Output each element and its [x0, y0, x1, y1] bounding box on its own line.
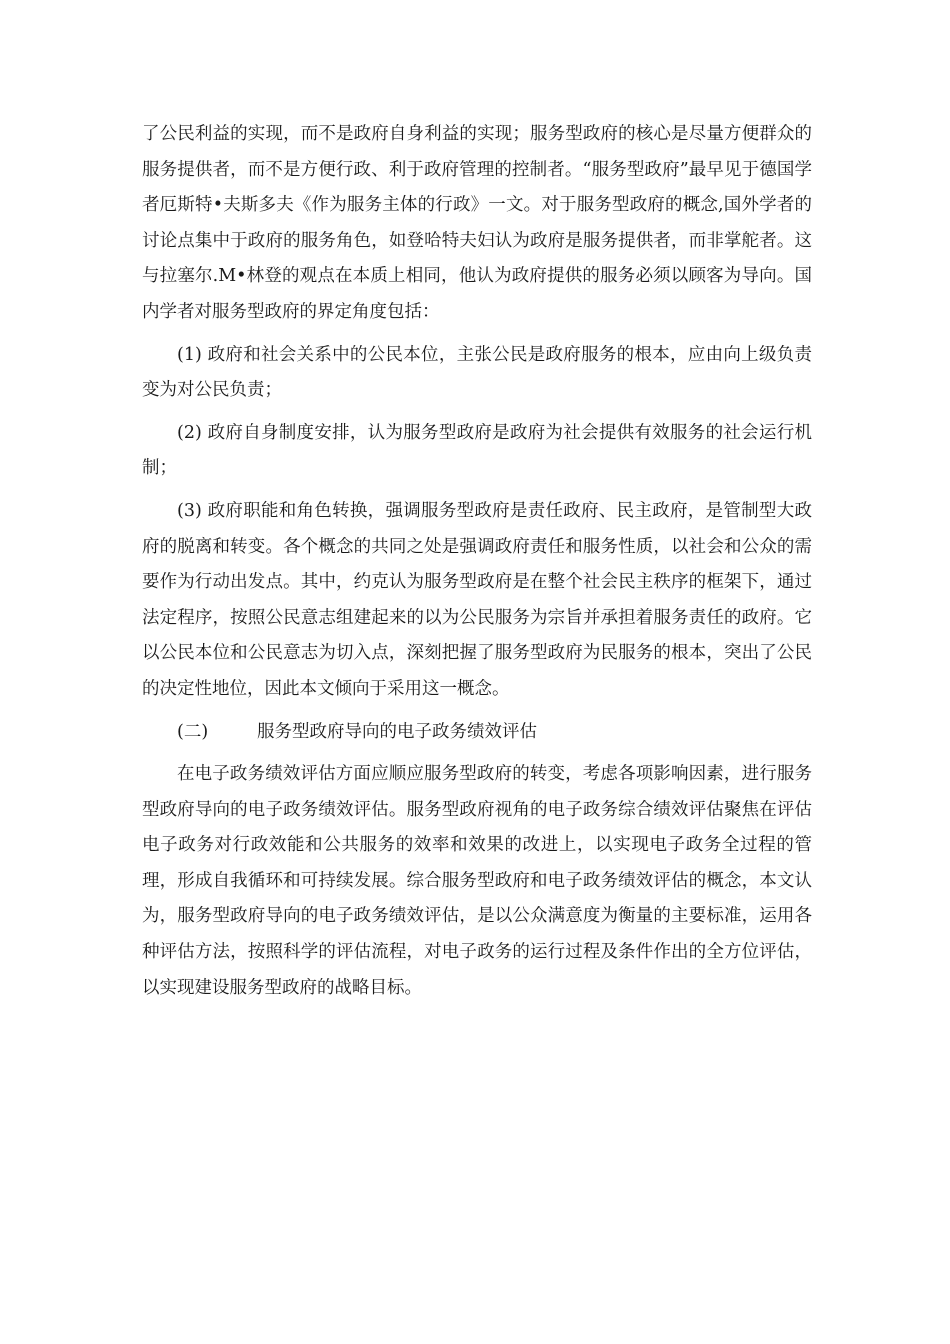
document-body: [142, 117, 812, 1013]
paragraph-continuation: 了公民利益的实现，而不是政府自身利益的实现；服务型政府的核心是尽量方便群众的服务提供者，而不是方便行政、利于政府管理的控制者。“服务型政府”最早见于德国学者厄斯特•夫斯多夫《作为服务主体的行政》一文。对于服务型政府的概念,国外学者的讨论点集中于政府的服务角色，如登哈特夫妇认为政府是服务提供者，而非掌舵者。这与拉塞尔.M•林登的观点在本质上相同，他认为政府提供的服务必须以顾客为导向。国内学者对服务型政府的界定角度包括：: [142, 124, 812, 322]
paragraph-closing: 在电子政务绩效评估方面应顺应服务型政府的转变，考虑各项影响因素，进行服务型政府导向的电子政务绩效评估。服务型政府视角的电子政务综合绩效评估聚焦在评估电子政务对行政效能和公共服务的效率和效果的改进上，以实现电子政务全过程的管理，形成自我循环和可持续发展。综合服务型政府和电子政务绩效评估的概念，本文认为，服务型政府导向的电子政务绩效评估，是以公众满意度为衡量的主要标准，运用各种评估方法，按照科学的评估流程，对电子政务的运行过程及条件作出的全方位评估，以实现建设服务型政府的战略目标。: [142, 764, 812, 998]
list-item-3: (3) 政府职能和角色转换，强调服务型政府是责任政府、民主政府，是管制型大政府的脱离和转变。各个概念的共同之处是强调政府责任和服务性质，以社会和公众的需要作为行动出发点。其中，约克认为服务型政府是在整个社会民主秩序的框架下，通过法定程序，按照公民意志组建起来的以为公民服务为宗旨并承担着服务责任的政府。它以公民本位和公民意志为切入点，深刻把握了服务型政府为民服务的根本，突出了公民的决定性地位，因此本文倾向于采用这一概念。: [142, 500, 812, 699]
section-title: 服务型政府导向的电子政务绩效评估: [257, 721, 537, 742]
section-heading: [142, 715, 812, 751]
list-item-2: (2) 政府自身制度安排，认为服务型政府是政府为社会提供有效服务的社会运行机制；: [142, 422, 812, 479]
list-item-1: (1) 政府和社会关系中的公民本位，主张公民是政府服务的根本，应由向上级负责变为对公民负责；: [142, 344, 812, 401]
section-number: (二): [177, 721, 209, 742]
